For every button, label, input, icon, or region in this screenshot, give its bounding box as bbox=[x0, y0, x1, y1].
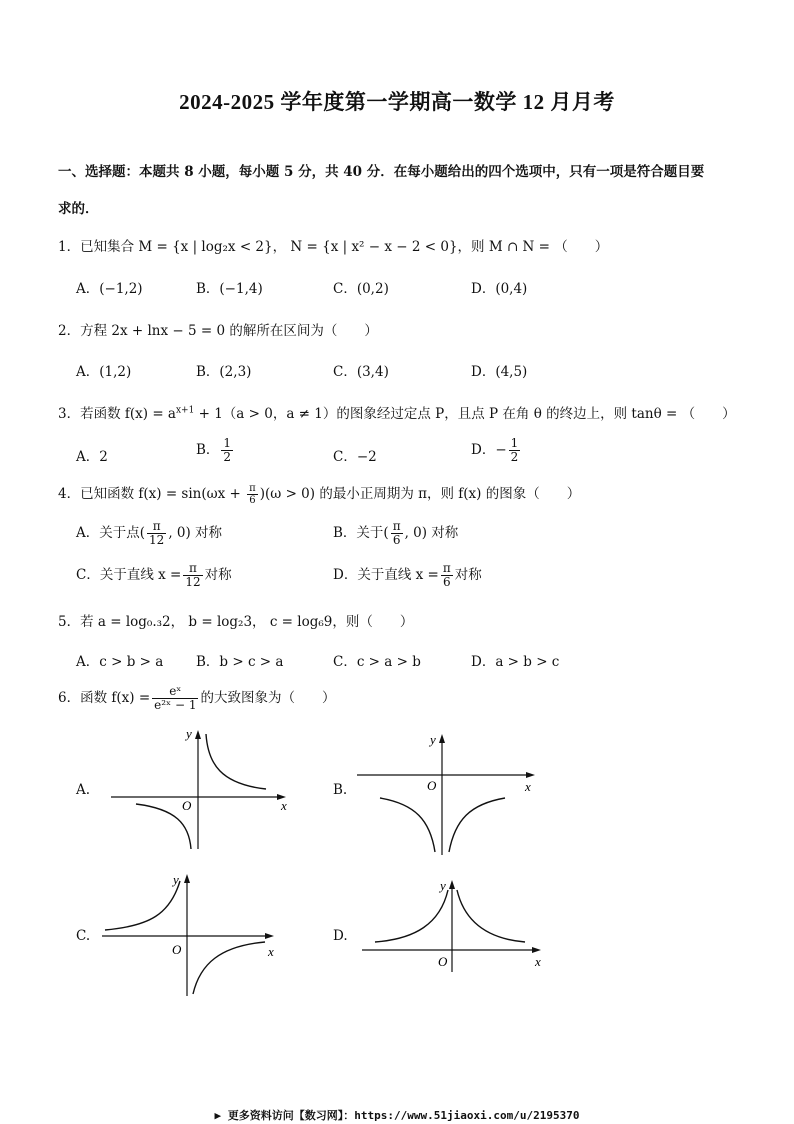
q1-option-d: D．(0,4) bbox=[471, 281, 528, 297]
q2-option-a: A．(1,2) bbox=[76, 364, 132, 380]
q3-option-d: D．− $\frac{1}{2}$ bbox=[471, 436, 519, 464]
question-6-stem: 6．函数 f(x) = $\frac{\text{eˣ}}{\text{e²ˣ − 1}}$ 的大致图象为（ ） bbox=[58, 684, 336, 712]
q6-graph-c bbox=[100, 866, 290, 1001]
q5-option-a: A．c > b > a bbox=[76, 654, 164, 670]
svg-text:y: y bbox=[173, 872, 179, 887]
q2-option-d: D．(4,5) bbox=[471, 364, 528, 380]
q6-label-d: D. bbox=[333, 928, 348, 944]
question-4-stem: 4．已知函数 f(x) = sin(ωx + $\frac{\pi}{6}$ )(ω > 0) 的最小正周期为 π，则 f(x) 的图象（ ） bbox=[58, 483, 581, 506]
q2-option-b: B．(2,3) bbox=[196, 364, 252, 380]
svg-text:O: O bbox=[427, 778, 437, 793]
q3-option-a: A．2 bbox=[76, 449, 108, 465]
section-heading: 一、选择题：本题共 8 小题，每小题 5 分，共 40 分．在每小题给出的四个选项中，只有一项是符合题目要 bbox=[58, 164, 705, 180]
q1-option-b: B．(−1,4) bbox=[196, 281, 263, 297]
svg-text:y: y bbox=[440, 878, 446, 893]
svg-text:O: O bbox=[438, 954, 448, 969]
question-1-stem: 1．已知集合 M = {x | log₂x < 2}， N = {x | x² − x − 2 < 0}，则 M ∩ N = （ ） bbox=[58, 239, 609, 255]
q3-option-c: C．−2 bbox=[333, 449, 377, 465]
q6-graph-a bbox=[106, 724, 296, 854]
q6-graph-b bbox=[355, 730, 545, 860]
q6-label-a: A. bbox=[76, 782, 91, 798]
q5-option-c: C．c > a > b bbox=[333, 654, 421, 670]
q1-option-a: A．(−1,2) bbox=[76, 281, 143, 297]
svg-text:O: O bbox=[182, 798, 192, 813]
section-heading-cont: 求的． bbox=[58, 201, 99, 217]
svg-text:y: y bbox=[430, 732, 436, 747]
svg-text:x: x bbox=[268, 944, 274, 959]
svg-text:x: x bbox=[535, 954, 541, 969]
svg-text:O: O bbox=[172, 942, 182, 957]
svg-text:x: x bbox=[525, 779, 531, 794]
q1-option-c: C．(0,2) bbox=[333, 281, 389, 297]
question-2-stem: 2．方程 2x + lnx − 5 = 0 的解所在区间为（ ） bbox=[58, 323, 378, 339]
question-3-stem: 3．若函数 $f(x) = a^{x+1} + 1(a > 0$，a ≠ 1）的图象经过定点 P，且点 P 在角 θ 的终边上，则 tanθ = （ ） bbox=[58, 405, 736, 422]
q4-option-d: D．关于直线 x = $\frac{\pi}{6}$ 对称 bbox=[333, 561, 482, 589]
q2-option-c: C．(3,4) bbox=[333, 364, 389, 380]
q6-graph-d bbox=[360, 874, 550, 974]
q5-option-d: D．a > b > c bbox=[471, 654, 560, 670]
svg-text:y: y bbox=[186, 726, 192, 741]
q5-option-b: B．b > c > a bbox=[196, 654, 284, 670]
question-5-stem: 5．若 a = log₀.₃2， b = log₂3， c = log₆9，则（ ） bbox=[58, 614, 414, 630]
q4-option-c: C．关于直线 x = $\frac{\pi}{12}$ 对称 bbox=[76, 561, 232, 589]
q6-label-b: B. bbox=[333, 782, 348, 798]
q6-label-c: C. bbox=[76, 928, 91, 944]
footer-link[interactable]: ▶ 更多资料访问【数习网】：https://www.51jiaoxi.com/u/2195370 bbox=[214, 1109, 580, 1122]
q4-option-a: A．关于点( $\frac{\pi}{12}$ , 0) 对称 bbox=[76, 519, 223, 547]
q4-option-b: B．关于( $\frac{\pi}{6}$ , 0) 对称 bbox=[333, 519, 459, 547]
svg-text:x: x bbox=[281, 798, 287, 813]
page-title: 2024-2025 学年度第一学期高一数学 12 月月考 bbox=[179, 90, 615, 114]
q3-option-b: B． $\frac{1}{2}$ bbox=[196, 436, 232, 464]
